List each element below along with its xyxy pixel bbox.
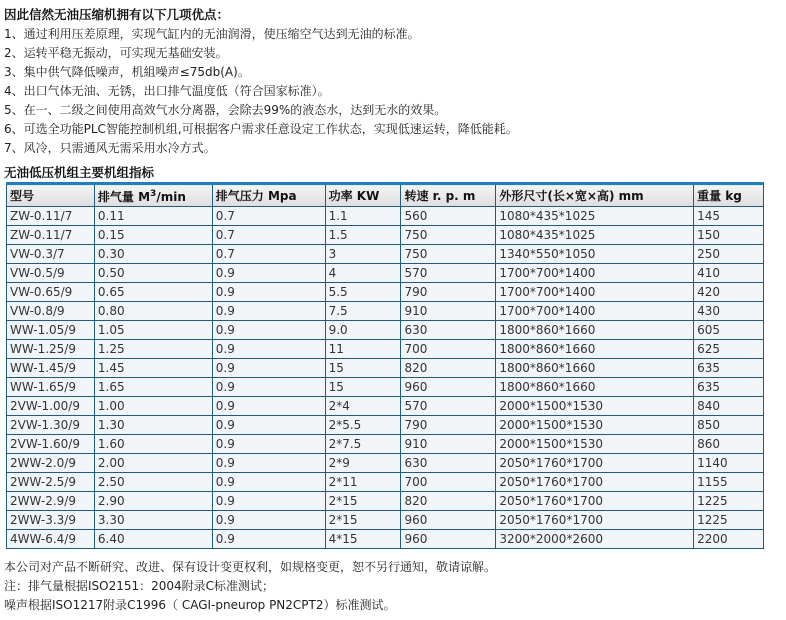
- table-row: [7, 511, 764, 530]
- cell-dimensions: 1700*700*1400: [496, 302, 694, 321]
- cell-model: 2WW-3.3/9: [7, 511, 95, 530]
- cell-model: WW-1.65/9: [7, 378, 95, 397]
- cell-pressure: 0.9: [212, 378, 325, 397]
- cell-pressure: 0.7: [212, 207, 325, 226]
- cell-flow: 1.30: [94, 416, 212, 435]
- cell-weight: 635: [694, 359, 764, 378]
- cell-flow: 0.15: [94, 226, 212, 245]
- cell-dimensions: 2000*1500*1530: [496, 416, 694, 435]
- cell-power: 4: [325, 264, 401, 283]
- cell-model: 2WW-2.9/9: [7, 492, 95, 511]
- header-speed: 转速 r. p. m: [401, 184, 496, 207]
- cell-dimensions: 1800*860*1660: [496, 378, 694, 397]
- cell-flow: 0.11: [94, 207, 212, 226]
- table-row: [7, 416, 764, 435]
- cell-dimensions: 1800*860*1660: [496, 359, 694, 378]
- cell-flow: 0.50: [94, 264, 212, 283]
- cell-pressure: 0.9: [212, 530, 325, 549]
- advantages-list: [4, 25, 784, 158]
- header-flow-unit: /min: [156, 190, 186, 204]
- cell-weight: 145: [694, 207, 764, 226]
- cell-weight: 1140: [694, 454, 764, 473]
- cell-dimensions: 1080*435*1025: [496, 207, 694, 226]
- cell-weight: 1225: [694, 511, 764, 530]
- cell-dimensions: 2050*1760*1700: [496, 454, 694, 473]
- table-row: [7, 359, 764, 378]
- cell-weight: 2200: [694, 530, 764, 549]
- cell-dimensions: 1340*550*1050: [496, 245, 694, 264]
- table-row: [7, 397, 764, 416]
- table-row: [7, 435, 764, 454]
- table-row: [7, 492, 764, 511]
- table-row: [7, 530, 764, 549]
- header-weight: 重量 kg: [694, 184, 764, 207]
- cell-weight: 410: [694, 264, 764, 283]
- cell-model: 2WW-2.5/9: [7, 473, 95, 492]
- cell-power: 2*7.5: [325, 435, 401, 454]
- notes-section: [4, 558, 496, 615]
- cell-dimensions: 3200*2000*2600: [496, 530, 694, 549]
- cell-pressure: 0.9: [212, 511, 325, 530]
- cell-power: 2*11: [325, 473, 401, 492]
- header-flow-sup: 3: [150, 189, 157, 199]
- cell-model: 2VW-1.30/9: [7, 416, 95, 435]
- header-pressure: 排气压力 Mpa: [212, 184, 325, 207]
- cell-flow: 2.90: [94, 492, 212, 511]
- cell-power: 15: [325, 359, 401, 378]
- cell-model: VW-0.3/7: [7, 245, 95, 264]
- advantage-item: 4、出口气体无油、无锈，出口排气温度低（符合国家标准）。: [4, 84, 330, 98]
- cell-model: 2VW-1.60/9: [7, 435, 95, 454]
- cell-pressure: 0.9: [212, 302, 325, 321]
- advantage-item: 5、在一、二级之间使用高效气水分离器，会除去99%的液态水，达到无水的效果。: [4, 103, 447, 117]
- flow-standard-note: 注：排气量根据ISO2151：2004附录C标准测试；: [4, 579, 275, 593]
- table-row: [7, 378, 764, 397]
- cell-speed: 570: [401, 397, 496, 416]
- cell-flow: 0.65: [94, 283, 212, 302]
- cell-speed: 560: [401, 207, 496, 226]
- intro-section: [4, 6, 784, 184]
- cell-speed: 960: [401, 530, 496, 549]
- spec-table: [6, 182, 764, 549]
- cell-dimensions: 2000*1500*1530: [496, 397, 694, 416]
- cell-dimensions: 2050*1760*1700: [496, 473, 694, 492]
- cell-dimensions: 1800*860*1660: [496, 321, 694, 340]
- cell-pressure: 0.7: [212, 226, 325, 245]
- cell-power: 2*4: [325, 397, 401, 416]
- cell-dimensions: 2000*1500*1530: [496, 435, 694, 454]
- cell-dimensions: 1080*435*1025: [496, 226, 694, 245]
- cell-pressure: 0.9: [212, 416, 325, 435]
- table-row: [7, 283, 764, 302]
- cell-flow: 1.65: [94, 378, 212, 397]
- header-flow: [94, 184, 212, 207]
- table-row: [7, 207, 764, 226]
- cell-pressure: 0.9: [212, 435, 325, 454]
- cell-model: WW-1.45/9: [7, 359, 95, 378]
- cell-power: 2*5.5: [325, 416, 401, 435]
- cell-weight: 850: [694, 416, 764, 435]
- cell-speed: 630: [401, 454, 496, 473]
- cell-speed: 910: [401, 435, 496, 454]
- cell-model: VW-0.5/9: [7, 264, 95, 283]
- cell-pressure: 0.9: [212, 321, 325, 340]
- cell-pressure: 0.9: [212, 397, 325, 416]
- cell-flow: 0.30: [94, 245, 212, 264]
- cell-dimensions: 2050*1760*1700: [496, 492, 694, 511]
- table-row: [7, 321, 764, 340]
- cell-model: VW-0.8/9: [7, 302, 95, 321]
- cell-pressure: 0.9: [212, 359, 325, 378]
- table-row: [7, 454, 764, 473]
- cell-model: 2WW-2.0/9: [7, 454, 95, 473]
- cell-flow: 1.00: [94, 397, 212, 416]
- cell-flow: 1.05: [94, 321, 212, 340]
- cell-weight: 250: [694, 245, 764, 264]
- cell-flow: 3.30: [94, 511, 212, 530]
- table-row: [7, 245, 764, 264]
- cell-flow: 6.40: [94, 530, 212, 549]
- cell-power: 4*15: [325, 530, 401, 549]
- advantage-item: 2、运转平稳无振动，可实现无基础安装。: [4, 46, 228, 60]
- cell-speed: 910: [401, 302, 496, 321]
- table-body: [7, 207, 764, 549]
- header-dimensions: 外形尺寸(长×宽×高) mm: [496, 184, 694, 207]
- cell-weight: 1155: [694, 473, 764, 492]
- cell-dimensions: 1700*700*1400: [496, 264, 694, 283]
- cell-power: 5.5: [325, 283, 401, 302]
- cell-speed: 630: [401, 321, 496, 340]
- cell-power: 7.5: [325, 302, 401, 321]
- cell-speed: 960: [401, 378, 496, 397]
- advantage-item: 1、通过利用压差原理，实现气缸内的无油润滑，使压缩空气达到无油的标准。: [4, 27, 420, 41]
- cell-dimensions: 1800*860*1660: [496, 340, 694, 359]
- advantage-item: 6、可选全功能PLC智能控制机组,可根据客户需求任意设定工作状态，实现低速运转，降低能耗。: [4, 122, 518, 136]
- cell-flow: 0.80: [94, 302, 212, 321]
- table-row: [7, 302, 764, 321]
- cell-flow: 1.60: [94, 435, 212, 454]
- table-row: [7, 473, 764, 492]
- table-header-row: [7, 184, 764, 207]
- cell-dimensions: 2050*1760*1700: [496, 511, 694, 530]
- cell-speed: 790: [401, 283, 496, 302]
- cell-speed: 700: [401, 340, 496, 359]
- header-model: 型号: [7, 184, 95, 207]
- cell-flow: 1.25: [94, 340, 212, 359]
- cell-power: 9.0: [325, 321, 401, 340]
- header-power: 功率 KW: [325, 184, 401, 207]
- cell-pressure: 0.7: [212, 245, 325, 264]
- cell-model: VW-0.65/9: [7, 283, 95, 302]
- cell-weight: 605: [694, 321, 764, 340]
- cell-weight: 860: [694, 435, 764, 454]
- cell-power: 2*15: [325, 511, 401, 530]
- cell-flow: 2.00: [94, 454, 212, 473]
- cell-pressure: 0.9: [212, 340, 325, 359]
- cell-speed: 700: [401, 473, 496, 492]
- table-row: [7, 264, 764, 283]
- cell-weight: 635: [694, 378, 764, 397]
- cell-model: 4WW-6.4/9: [7, 530, 95, 549]
- cell-model: WW-1.25/9: [7, 340, 95, 359]
- cell-weight: 1225: [694, 492, 764, 511]
- intro-title: 因此信然无油压缩机拥有以下几项优点：: [4, 7, 230, 22]
- header-flow-label: 排气量 M: [97, 190, 151, 204]
- cell-power: 15: [325, 378, 401, 397]
- cell-pressure: 0.9: [212, 264, 325, 283]
- cell-power: 2*9: [325, 454, 401, 473]
- cell-speed: 750: [401, 245, 496, 264]
- advantage-item: 3、集中供气降低噪声，机組噪声≤75db(A)。: [4, 65, 250, 79]
- cell-speed: 960: [401, 511, 496, 530]
- cell-power: 1.5: [325, 226, 401, 245]
- cell-speed: 820: [401, 359, 496, 378]
- cell-flow: 1.45: [94, 359, 212, 378]
- cell-pressure: 0.9: [212, 473, 325, 492]
- cell-power: 3: [325, 245, 401, 264]
- table-row: [7, 340, 764, 359]
- cell-weight: 840: [694, 397, 764, 416]
- advantage-item: 7、风冷，只需通风无需采用水冷方式。: [4, 141, 216, 155]
- noise-standard-note: 噪声根据ISO1217附录C1996（ CAGI-pneurop PN2CPT2）标准测试。: [4, 598, 396, 612]
- cell-weight: 150: [694, 226, 764, 245]
- cell-weight: 420: [694, 283, 764, 302]
- cell-pressure: 0.9: [212, 492, 325, 511]
- cell-model: ZW-0.11/7: [7, 207, 95, 226]
- cell-flow: 2.50: [94, 473, 212, 492]
- cell-speed: 570: [401, 264, 496, 283]
- disclaimer-note: 本公司对产品不断研究、改进、保有设计变更权利，如规格变更，恕不另行通知，敬请谅解。: [4, 560, 497, 574]
- cell-weight: 625: [694, 340, 764, 359]
- table-row: [7, 226, 764, 245]
- cell-pressure: 0.9: [212, 454, 325, 473]
- cell-speed: 790: [401, 416, 496, 435]
- cell-model: 2VW-1.00/9: [7, 397, 95, 416]
- cell-model: WW-1.05/9: [7, 321, 95, 340]
- cell-dimensions: 1700*700*1400: [496, 283, 694, 302]
- cell-pressure: 0.9: [212, 283, 325, 302]
- cell-power: 1.1: [325, 207, 401, 226]
- cell-speed: 820: [401, 492, 496, 511]
- table-title: 无油低压机组主要机组指标: [4, 165, 155, 180]
- cell-speed: 750: [401, 226, 496, 245]
- cell-power: 2*15: [325, 492, 401, 511]
- cell-model: ZW-0.11/7: [7, 226, 95, 245]
- cell-power: 11: [325, 340, 401, 359]
- cell-weight: 430: [694, 302, 764, 321]
